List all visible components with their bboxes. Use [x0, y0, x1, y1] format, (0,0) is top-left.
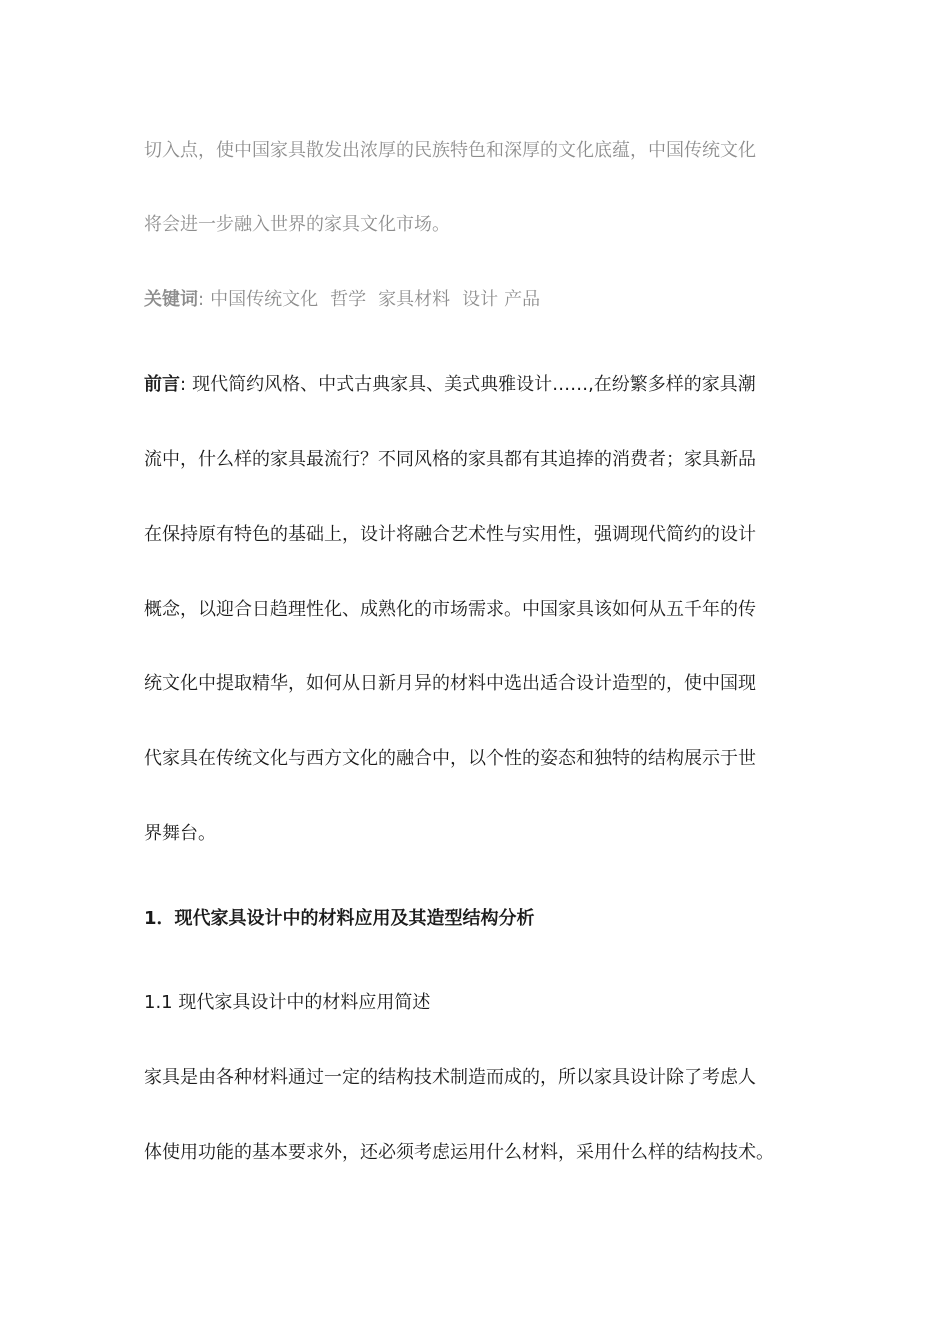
preface-line-6: 代家具在传统文化与西方文化的融合中，以个性的姿态和独特的结构展示于世 — [144, 748, 756, 769]
keywords-colon: : — [198, 289, 205, 310]
keywords-line — [144, 287, 540, 313]
keyword-item: 家具材料 — [378, 289, 451, 310]
preface-line-5: 统文化中提取精华，如何从日新月异的材料中选出适合设计造型的，使中国现 — [144, 673, 756, 694]
abstract-line-1: 切入点，使中国家具散发出浓厚的民族特色和深厚的文化底蕴，中国传统文化 — [144, 140, 756, 161]
section-1-heading: 1．现代家具设计中的材料应用及其造型结构分析 — [144, 908, 535, 929]
preface-line-3: 在保持原有特色的基础上，设计将融合艺术性与实用性，强调现代简约的设计 — [144, 524, 756, 545]
preface-line-2: 流中，什么样的家具最流行？不同风格的家具都有其追捧的消费者；家具新品 — [144, 449, 756, 470]
keyword-item: 中国传统文化 — [210, 289, 319, 310]
preface-colon: : — [180, 374, 187, 395]
preface-line-4: 概念，以迎合日趋理性化、成熟化的市场需求。中国家具该如何从五千年的传 — [144, 599, 756, 620]
preface-text: 现代简约风格、中式古典家具、美式典雅设计……,在纷繁多样的家具潮 — [192, 374, 756, 395]
keyword-item: 设计 — [462, 289, 499, 310]
keywords-label: 关键词 — [144, 289, 198, 310]
preface-label: 前言 — [144, 374, 180, 395]
preface-line-7: 界舞台。 — [144, 823, 216, 844]
section-1-1-line-2: 体使用功能的基本要求外，还必须考虑运用什么材料，采用什么样的结构技术。 — [144, 1142, 774, 1163]
preface-line-1 — [144, 372, 756, 398]
section-1-1-line-1: 家具是由各种材料通过一定的结构技术制造而成的，所以家具设计除了考虑人 — [144, 1067, 756, 1088]
keyword-item: 哲学 — [330, 289, 367, 310]
section-1-1-heading: 1.1 现代家具设计中的材料应用简述 — [144, 992, 431, 1013]
keyword-item: 产品 — [504, 289, 541, 310]
abstract-line-2: 将会进一步融入世界的家具文化市场。 — [144, 214, 450, 235]
